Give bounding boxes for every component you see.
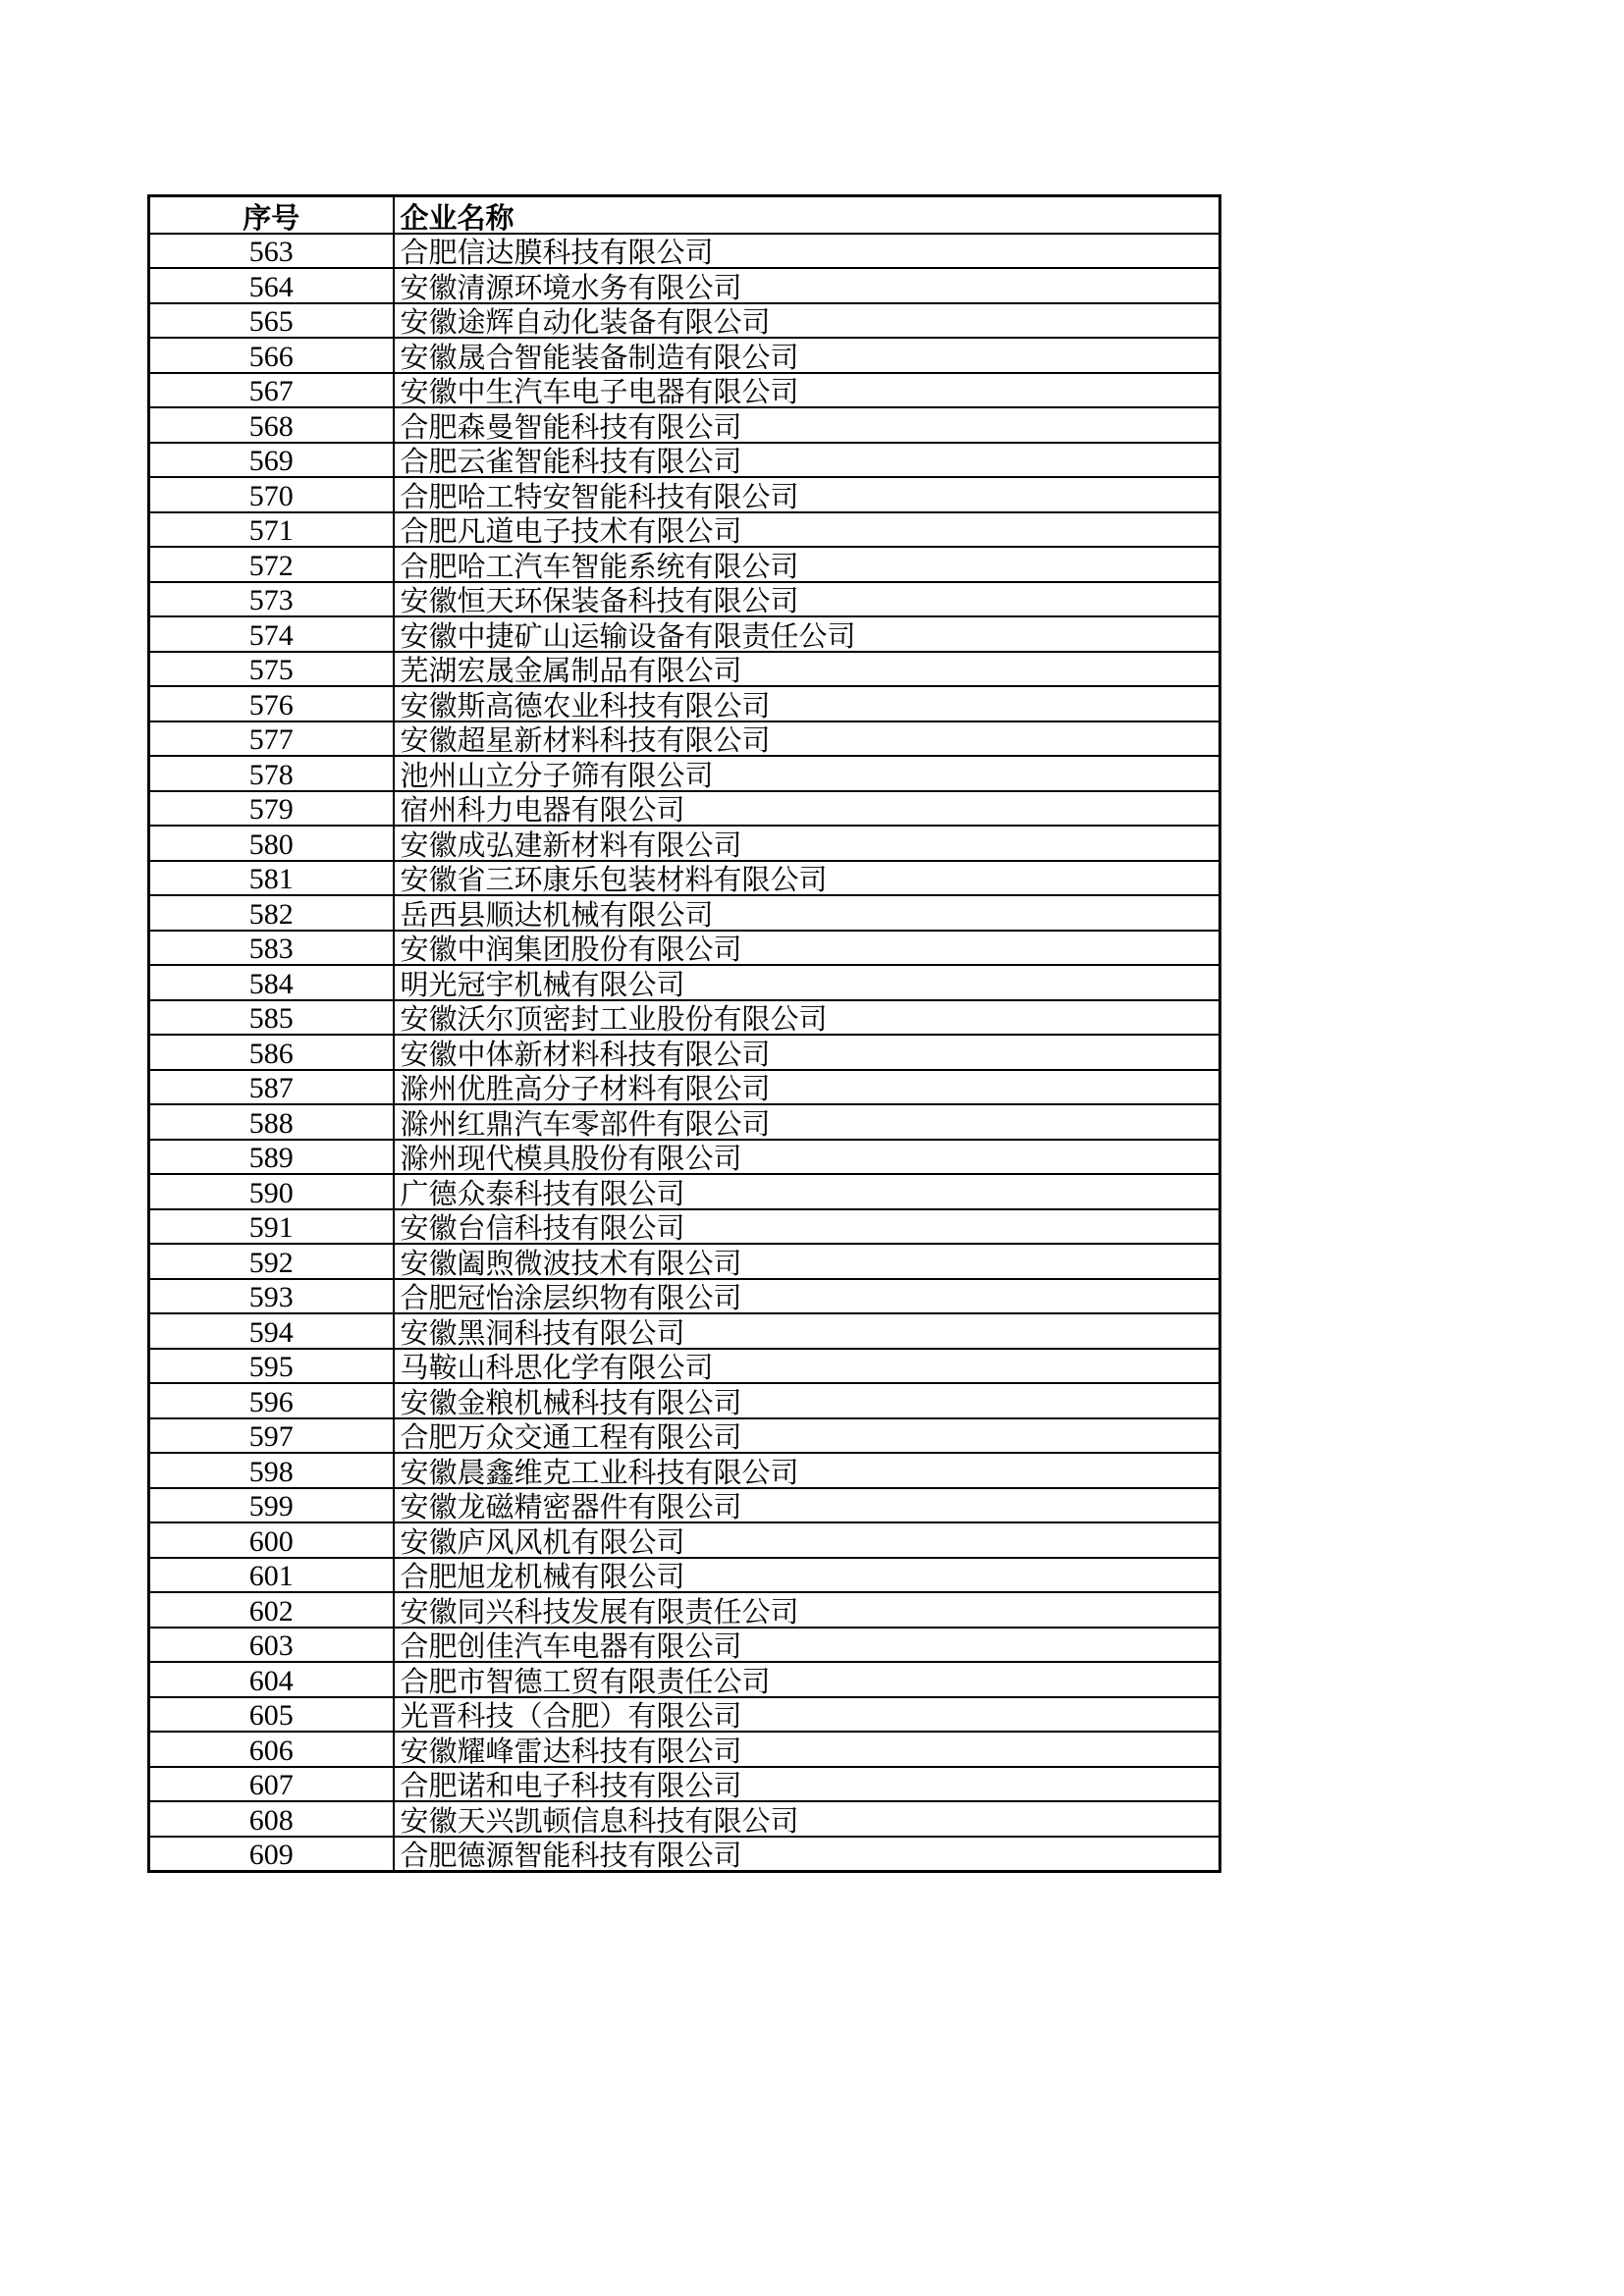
table-row (149, 1801, 1220, 1837)
company-name: 安徽同兴科技发展有限责任公司 (394, 1592, 1220, 1628)
table-row (149, 1035, 1220, 1070)
row-number: 603 (149, 1628, 394, 1663)
row-number: 584 (149, 965, 394, 1000)
table-row (149, 1522, 1220, 1558)
company-name: 合肥德源智能科技有限公司 (394, 1837, 1220, 1872)
row-number: 577 (149, 721, 394, 757)
row-number: 572 (149, 547, 394, 582)
company-name: 明光冠宇机械有限公司 (394, 965, 1220, 1000)
row-number: 590 (149, 1174, 394, 1209)
company-name: 合肥哈工汽车智能系统有限公司 (394, 547, 1220, 582)
company-name: 安徽晟合智能装备制造有限公司 (394, 338, 1220, 373)
row-number: 589 (149, 1140, 394, 1175)
company-name: 安徽庐风风机有限公司 (394, 1522, 1220, 1558)
table-row (149, 582, 1220, 617)
table-row (149, 1104, 1220, 1140)
table-row (149, 1313, 1220, 1349)
table-row (149, 1349, 1220, 1384)
table-row (149, 931, 1220, 966)
company-name: 滁州现代模具股份有限公司 (394, 1140, 1220, 1175)
row-number: 573 (149, 582, 394, 617)
company-name: 合肥市智德工贸有限责任公司 (394, 1662, 1220, 1697)
company-name: 芜湖宏晟金属制品有限公司 (394, 652, 1220, 687)
row-number: 578 (149, 756, 394, 791)
table-row (149, 1488, 1220, 1523)
table-row (149, 1140, 1220, 1175)
company-name: 安徽中生汽车电子电器有限公司 (394, 373, 1220, 408)
row-number: 576 (149, 686, 394, 721)
table-row (149, 1592, 1220, 1628)
company-name: 合肥冠怡涂层织物有限公司 (394, 1279, 1220, 1314)
table-row (149, 1174, 1220, 1209)
table-body (149, 234, 1220, 1872)
company-name: 合肥旭龙机械有限公司 (394, 1558, 1220, 1593)
company-name: 安徽斯高德农业科技有限公司 (394, 686, 1220, 721)
row-number: 591 (149, 1209, 394, 1245)
company-name: 合肥哈工特安智能科技有限公司 (394, 477, 1220, 512)
company-name: 安徽台信科技有限公司 (394, 1209, 1220, 1245)
table-row (149, 1279, 1220, 1314)
table-header-row (149, 196, 1220, 234)
row-number: 595 (149, 1349, 394, 1384)
company-name: 合肥信达膜科技有限公司 (394, 234, 1220, 269)
company-name: 安徽中捷矿山运输设备有限责任公司 (394, 616, 1220, 652)
row-number: 585 (149, 1000, 394, 1036)
table-row (149, 1767, 1220, 1802)
row-number: 581 (149, 861, 394, 896)
row-number: 605 (149, 1697, 394, 1733)
table-row (149, 686, 1220, 721)
row-number: 586 (149, 1035, 394, 1070)
table-row (149, 547, 1220, 582)
company-name: 合肥云雀智能科技有限公司 (394, 443, 1220, 478)
company-name: 合肥凡道电子技术有限公司 (394, 512, 1220, 548)
company-name: 安徽阖煦微波技术有限公司 (394, 1244, 1220, 1279)
row-number: 570 (149, 477, 394, 512)
table-row (149, 756, 1220, 791)
company-name: 安徽天兴凯顿信息科技有限公司 (394, 1801, 1220, 1837)
row-number: 574 (149, 616, 394, 652)
company-name: 安徽金粮机械科技有限公司 (394, 1383, 1220, 1418)
table-row (149, 1070, 1220, 1105)
company-name: 安徽成弘建新材料有限公司 (394, 826, 1220, 861)
table-row (149, 791, 1220, 827)
row-number: 587 (149, 1070, 394, 1105)
row-number: 601 (149, 1558, 394, 1593)
table-row (149, 1453, 1220, 1488)
row-number: 600 (149, 1522, 394, 1558)
table-row (149, 1558, 1220, 1593)
table-row (149, 652, 1220, 687)
header-company-name: 企业名称 (394, 196, 1220, 234)
row-number: 579 (149, 791, 394, 827)
company-name: 合肥森曼智能科技有限公司 (394, 407, 1220, 443)
row-number: 592 (149, 1244, 394, 1279)
table-row (149, 721, 1220, 757)
table-row (149, 268, 1220, 303)
table-row (149, 477, 1220, 512)
row-number: 604 (149, 1662, 394, 1697)
row-number: 575 (149, 652, 394, 687)
row-number: 580 (149, 826, 394, 861)
table-row (149, 512, 1220, 548)
row-number: 606 (149, 1732, 394, 1767)
row-number: 593 (149, 1279, 394, 1314)
table-row (149, 1209, 1220, 1245)
header-number: 序号 (149, 196, 394, 234)
table-row (149, 1732, 1220, 1767)
company-name: 滁州优胜高分子材料有限公司 (394, 1070, 1220, 1105)
row-number: 599 (149, 1488, 394, 1523)
row-number: 607 (149, 1767, 394, 1802)
company-name: 安徽恒天环保装备科技有限公司 (394, 582, 1220, 617)
company-name: 马鞍山科思化学有限公司 (394, 1349, 1220, 1384)
company-name: 安徽沃尔顶密封工业股份有限公司 (394, 1000, 1220, 1036)
company-name: 安徽龙磁精密器件有限公司 (394, 1488, 1220, 1523)
company-name: 合肥创佳汽车电器有限公司 (394, 1628, 1220, 1663)
company-name: 安徽清源环境水务有限公司 (394, 268, 1220, 303)
company-name: 广德众泰科技有限公司 (394, 1174, 1220, 1209)
company-name: 岳西县顺达机械有限公司 (394, 895, 1220, 931)
row-number: 571 (149, 512, 394, 548)
company-name: 安徽晨鑫维克工业科技有限公司 (394, 1453, 1220, 1488)
row-number: 596 (149, 1383, 394, 1418)
table-row (149, 826, 1220, 861)
table-row (149, 1383, 1220, 1418)
table-row (149, 1244, 1220, 1279)
row-number: 569 (149, 443, 394, 478)
row-number: 566 (149, 338, 394, 373)
table-row (149, 1418, 1220, 1454)
table-row (149, 1000, 1220, 1036)
table-row (149, 373, 1220, 408)
company-name: 滁州红鼎汽车零部件有限公司 (394, 1104, 1220, 1140)
table-row (149, 861, 1220, 896)
row-number: 583 (149, 931, 394, 966)
row-number: 597 (149, 1418, 394, 1454)
company-name: 安徽省三环康乐包装材料有限公司 (394, 861, 1220, 896)
company-name: 安徽耀峰雷达科技有限公司 (394, 1732, 1220, 1767)
row-number: 563 (149, 234, 394, 269)
company-name: 安徽黑洞科技有限公司 (394, 1313, 1220, 1349)
company-name: 合肥万众交通工程有限公司 (394, 1418, 1220, 1454)
company-name: 合肥诺和电子科技有限公司 (394, 1767, 1220, 1802)
row-number: 608 (149, 1801, 394, 1837)
company-list-table (147, 194, 1221, 1873)
row-number: 568 (149, 407, 394, 443)
row-number: 598 (149, 1453, 394, 1488)
table-row (149, 895, 1220, 931)
company-name: 宿州科力电器有限公司 (394, 791, 1220, 827)
company-name: 池州山立分子筛有限公司 (394, 756, 1220, 791)
table-row (149, 234, 1220, 269)
table-row (149, 303, 1220, 339)
row-number: 582 (149, 895, 394, 931)
table-row (149, 1697, 1220, 1733)
table-row (149, 1628, 1220, 1663)
company-name: 安徽超星新材料科技有限公司 (394, 721, 1220, 757)
row-number: 609 (149, 1837, 394, 1872)
table-row (149, 407, 1220, 443)
table-row (149, 443, 1220, 478)
row-number: 594 (149, 1313, 394, 1349)
row-number: 602 (149, 1592, 394, 1628)
row-number: 567 (149, 373, 394, 408)
company-name: 光晋科技（合肥）有限公司 (394, 1697, 1220, 1733)
company-name: 安徽途辉自动化装备有限公司 (394, 303, 1220, 339)
company-name: 安徽中体新材料科技有限公司 (394, 1035, 1220, 1070)
company-name: 安徽中润集团股份有限公司 (394, 931, 1220, 966)
row-number: 588 (149, 1104, 394, 1140)
row-number: 565 (149, 303, 394, 339)
table-row (149, 338, 1220, 373)
table-row (149, 1837, 1220, 1872)
table-row (149, 1662, 1220, 1697)
table-row (149, 965, 1220, 1000)
table-row (149, 616, 1220, 652)
row-number: 564 (149, 268, 394, 303)
